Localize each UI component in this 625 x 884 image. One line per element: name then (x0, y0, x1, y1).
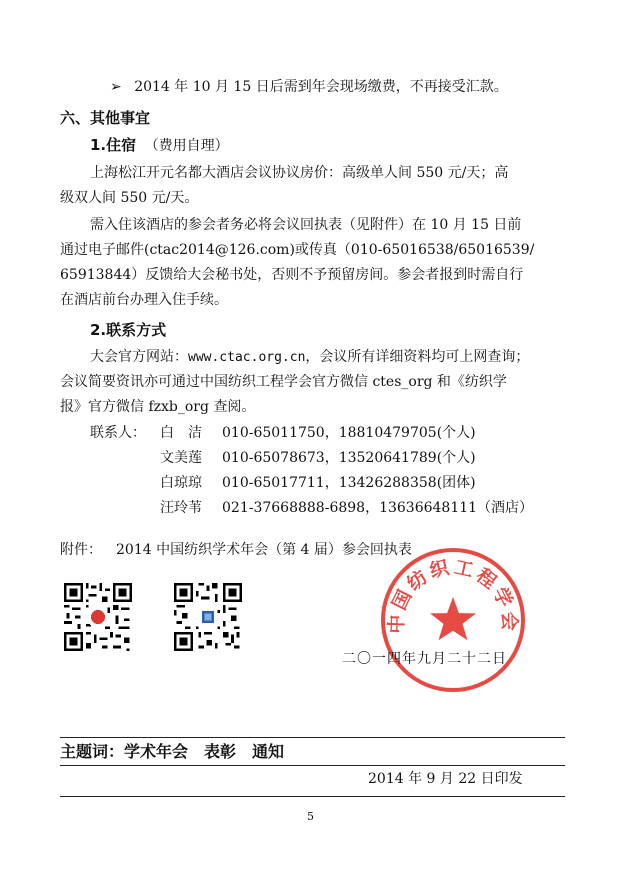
attachment-text[interactable]: 2014 中国纺织学术年会（第 4 届）参会回执表 (116, 542, 412, 558)
bullet-line (110, 78, 508, 96)
bullet-text: 2014 年 10 月 15 日后需到年会现场缴费，不再接受汇款。 (134, 79, 508, 95)
divider (60, 737, 565, 738)
contact-info: 010-65017711，13426288358(团体) (222, 475, 476, 491)
website-suffix: ，会议所有详细资料均可上网查询； (305, 349, 530, 365)
subsection-note: （费用自理） (144, 138, 229, 154)
website-url[interactable]: www.ctac.org.cn (188, 350, 306, 365)
seal-text: 中国纺织工程学会 (385, 556, 521, 634)
website-line-1 (90, 348, 529, 367)
attachment-line (60, 541, 412, 559)
subject-value: 学术年会 表彰 通知 (124, 742, 285, 761)
divider (60, 765, 565, 766)
signed-date: 二〇一四年九月二十二日 (342, 651, 507, 667)
contact-row (160, 499, 533, 517)
website-prefix: 大会官方网站： (90, 349, 188, 365)
divider (60, 796, 565, 797)
qr-code-ctes (64, 583, 132, 651)
booking-line-1: 需入住该酒店的参会者务必将会议回执表（见附件）在 10 月 15 日前 (90, 217, 522, 233)
website-line-2: 会议简要资讯亦可通过中国纺织工程学会官方微信 ctes_org 和《纺织学 (60, 374, 507, 390)
subject-words (60, 742, 284, 762)
contact-name: 白琼琼 (160, 475, 202, 491)
contact-info: 010-65078673，13520641789(个人) (222, 450, 476, 466)
page-number: 5 (307, 810, 314, 823)
subsection-accommodation (90, 136, 229, 155)
hotel-line-1: 上海松江开元名都大酒店会议协议房价：高级单人间 550 元/天；高 (90, 165, 509, 181)
contact-info: 021-37668888-6898，13636648111（酒店） (222, 500, 534, 516)
contact-row (160, 474, 476, 492)
contact-row (160, 424, 476, 442)
contact-info: 010-65011750，18810479705(个人) (222, 425, 476, 441)
booking-line-4: 在酒店前台办理入住手续。 (60, 292, 228, 308)
bullet-marker: ➢ (110, 79, 122, 95)
contact-name: 白 洁 (160, 425, 202, 441)
booking-line-2: 通过电子邮件(ctac2014@126.com)或传真（010-65016538/65016539/ (60, 242, 535, 258)
hotel-line-2: 级双人间 550 元/天。 (60, 190, 199, 206)
subsection-contact-title: 2.联系方式 (90, 321, 167, 339)
contact-name: 文美莲 (160, 450, 202, 466)
website-line-3: 报》官方微信 fzxb_org 查阅。 (60, 399, 256, 415)
contact-row (160, 449, 476, 467)
contact-name: 汪玲苇 (160, 500, 202, 516)
qr-code-fzxb (174, 583, 242, 651)
subject-label: 主题词： (60, 742, 125, 761)
section-heading: 六、其他事宜 (60, 109, 151, 127)
official-seal (378, 545, 528, 695)
contact-label: 联系人： (90, 425, 146, 441)
printed-date: 2014 年 9 月 22 日印发 (368, 771, 523, 787)
subsection-title: 1.住宿 (90, 136, 137, 154)
attachment-label: 附件： (60, 542, 102, 558)
booking-line-3: 65913844）反馈给大会秘书处，否则不予预留房间。参会者报到时需自行 (60, 267, 524, 283)
